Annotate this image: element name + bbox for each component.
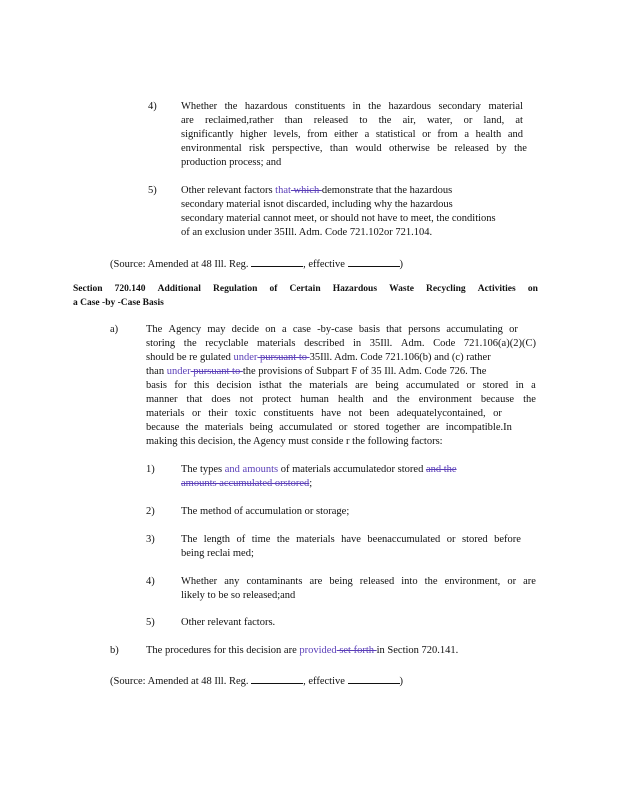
deleted-text: and the [425,464,457,475]
para-a-label: a) [110,324,119,335]
deleted-text: which [290,185,322,196]
inserted-text: and amounts [224,464,279,475]
blank-line [251,255,303,267]
para-a-line: manner that does not protect human health and the environment because the [146,394,536,405]
para-b-label: b) [110,645,119,656]
para-b-text: The procedures for this decision are provided set forth in Section 720.141. [146,645,459,656]
factor-2-number: 2) [146,506,155,517]
item-5-line-3: secondary material cannot meet, or should not have to meet, the conditions [181,213,496,224]
blank-line [251,672,303,684]
factor-4-line-1: Whether any contaminants are being released into the environment, or are [181,576,536,587]
blank-line [348,255,400,267]
item-4-line: are reclaimed,rather than released to the air, water, or land, at [181,115,523,126]
item-5-line-4: of an exclusion under 35Ill. Adm. Code 721.102or 721.104. [181,227,433,238]
inserted-text: under [233,352,258,363]
inserted-text: under [166,366,191,377]
factor-4-line-2: likely to be so released;and [181,590,296,601]
deleted-text: amounts accumulated orstored [181,478,310,489]
section-heading-continued: a Case -by -Case Basis [73,298,164,308]
para-a-line: making this decision, the Agency must conside r the following factors: [146,436,443,447]
factor-3-line-2: being reclai med; [181,548,254,559]
para-a-line: because the materials being accumulated or stored together are incompatible.In [146,422,512,433]
para-a-line: The Agency may decide on a case -by-case basis that persons accumulating or [146,324,518,335]
item-4-line: production process; and [181,157,282,168]
factor-5-text: Other relevant factors. [181,617,276,628]
section-heading: Section 720.140 Additional Regulation of Certain Hazardous Waste Recycling Activities on [73,284,538,294]
factor-1-line-1: The types and amounts of materials accumulatedor stored and the [181,464,457,475]
para-a-line: than under pursuant to the provisions of Subpart F of 35 Ill. Adm. Code 726. The [146,366,487,377]
item-4-number: 4) [148,101,157,112]
factor-2-text: The method of accumulation or storage; [181,506,350,517]
para-a-line: storing the recyclable materials described in 35Ill. Adm. Code 721.106(a)(2)(C) [146,338,536,349]
item-4-line: Whether the hazardous constituents in the hazardous secondary material [181,101,523,112]
source-note-2: (Source: Amended at 48 Ill. Reg. , effective ) [110,672,403,689]
para-a-line: materials or their toxic constituents have not been adequatelycontained, or [146,408,502,419]
para-a-line: basis for this decision isthat the materials are being accumulated or stored in a [146,380,536,391]
item-5-line-1: Other relevant factors that which demonstrate that the hazardous [181,185,453,196]
inserted-text: provided [299,645,337,656]
deleted-text: set forth [336,645,377,656]
item-5-line-2: secondary material isnot discarded, including why the hazardous [181,199,453,210]
factor-5-number: 5) [146,617,155,628]
item-4-line: environmental risk perspective, than would otherwise be released by the [181,143,527,154]
factor-4-number: 4) [146,576,155,587]
factor-3-line-1: The length of time the materials have beenaccumulated or stored before [181,534,521,545]
item-5-number: 5) [148,185,157,196]
deleted-text: pursuant to [190,366,243,377]
factor-1-line-2: amounts accumulated orstored; [181,478,313,489]
inserted-text: that [275,185,291,196]
blank-line [348,672,400,684]
item-4-line: significantly higher levels, from either a statistical or from a health and [181,129,523,140]
deleted-text: pursuant to [257,352,310,363]
source-note-1: (Source: Amended at 48 Ill. Reg. , effective ) [110,255,403,272]
para-a-line: should be re gulated under pursuant to 35Ill. Adm. Code 721.106(b) and (c) rather [146,352,491,363]
factor-3-number: 3) [146,534,155,545]
factor-1-number: 1) [146,464,155,475]
